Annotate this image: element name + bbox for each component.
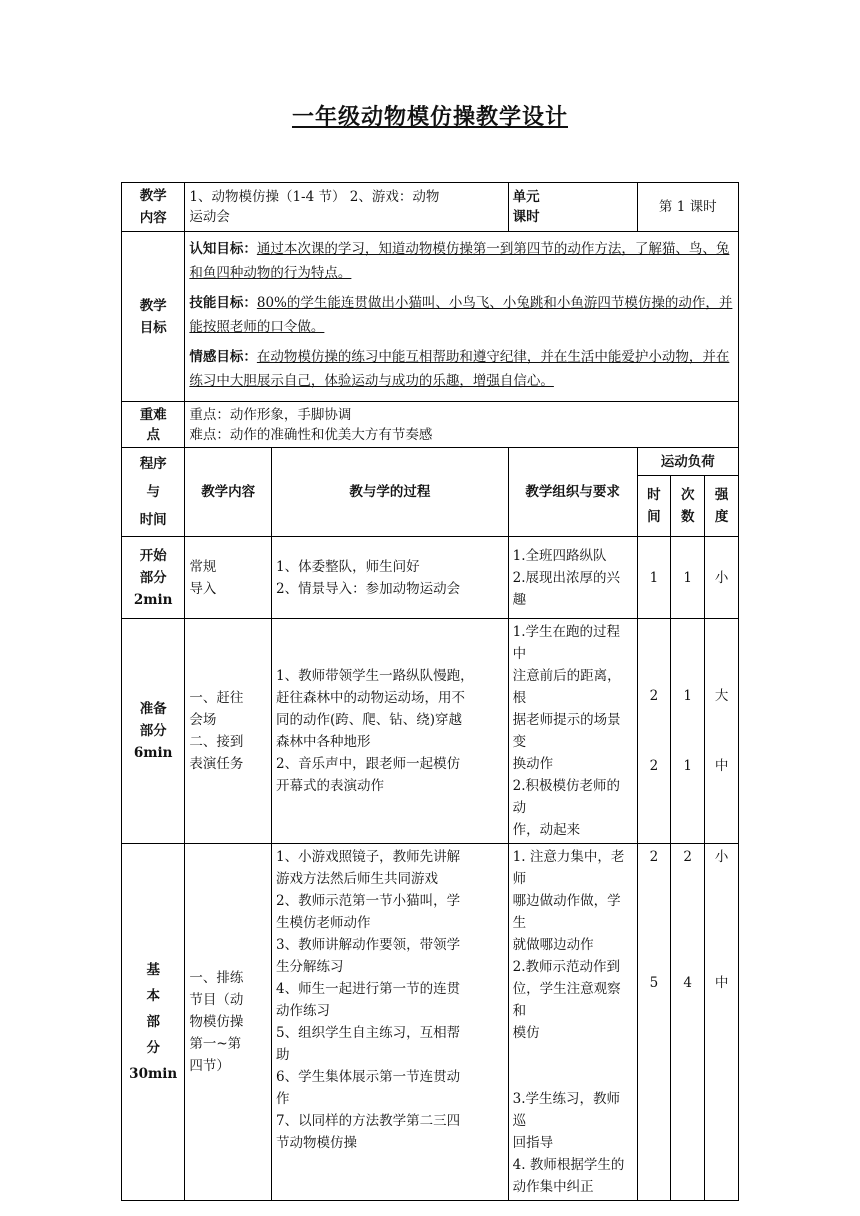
basic-section-row [122, 844, 739, 1201]
start-organization: 1.全班四路纵队 2.展现出浓厚的兴趣 [508, 537, 637, 619]
start-count: 1 [671, 537, 705, 619]
start-section-row [122, 537, 739, 619]
cognitive-goal: 认知目标：通过本次课的学习，知道动物模仿操第一到第四节的动作方法，了解猫、鸟、兔和鱼四种动物的行为特点。 [189, 241, 730, 281]
organization-header: 教学组织与要求 [508, 448, 637, 537]
process-header: 教与学的过程 [272, 448, 509, 537]
prep-time: 2 2 [637, 619, 671, 844]
time-header: 时 间 [637, 476, 671, 537]
content-label: 教学 内容 [122, 183, 185, 232]
basic-stage: 基 本 部 分 30min [122, 844, 185, 1201]
affective-goal: 情感目标：在动物模仿操的练习中能互相帮助和遵守纪律，并在生活中能爱护小动物，并在练习中大胆展示自己，体验运动与成功的乐趣，增强自信心。 [189, 349, 730, 389]
lesson-plan-table [121, 182, 739, 1201]
prep-count: 1 1 [671, 619, 705, 844]
prep-content: 一、赶往 会场 二、接到 表演任务 [185, 619, 272, 844]
load-header: 运动负荷 [637, 448, 738, 476]
basic-content: 一、排练 节目（动 物模仿操 第一~第 四节） [185, 844, 272, 1201]
content-value: 1、动物模仿操（1-4 节） 2、游戏：动物 运动会 [185, 183, 508, 232]
basic-intensity: 小 中 [705, 844, 739, 1201]
column-header-row [122, 448, 739, 476]
content-row [122, 183, 739, 232]
basic-time: 2 5 [637, 844, 671, 1201]
intensity-header: 强 度 [705, 476, 739, 537]
basic-count: 2 4 [671, 844, 705, 1201]
content-header: 教学内容 [185, 448, 272, 537]
prep-process: 1、教师带领学生一路纵队慢跑， 赶往森林中的动物运动场，用不 同的动作(跨、爬、钻、绕)穿越 森林中各种地形 2、音乐声中，跟老师一起模仿 开幕式的表演动作 [272, 619, 509, 844]
procedure-header: 程序 与 时间 [122, 448, 185, 537]
key-points-label: 重难 点 [122, 402, 185, 448]
prep-intensity: 大 中 [705, 619, 739, 844]
prep-stage: 准备 部分 6min [122, 619, 185, 844]
start-time: 1 [637, 537, 671, 619]
skill-goal: 技能目标：80%的学生能连贯做出小猫叫、小鸟飞、小兔跳和小鱼游四节模仿操的动作，并能按照老师的口令做。 [189, 295, 733, 335]
unit-label: 单元 课时 [508, 183, 637, 232]
goals-content [185, 232, 739, 402]
basic-organization: 1. 注意力集中，老师 哪边做动作做，学生 就做哪边动作 2.教师示范动作到 位，学生注意观察和 模仿 3.学生练习，教师巡 回指导 4. 教师根据学生的 动作集中纠正 [508, 844, 637, 1201]
goals-row [122, 232, 739, 402]
key-points-row [122, 402, 739, 448]
start-content: 常规 导入 [185, 537, 272, 619]
count-header: 次 数 [671, 476, 705, 537]
start-process: 1、体委整队，师生问好 2、情景导入：参加动物运动会 [272, 537, 509, 619]
start-stage: 开始 部分 2min [122, 537, 185, 619]
basic-process: 1、小游戏照镜子，教师先讲解 游戏方法然后师生共同游戏 2、教师示范第一节小猫叫，学 生模仿老师动作 3、教师讲解动作要领，带领学 生分解练习 4、师生一起进行第一节的连贯 动作练习 5、组织学生自主练习，互相帮 助 6、学生集体展示第一节连贯动 作 7、以同样的方法教学第二三四 节动物模仿操 [272, 844, 509, 1201]
document-title: 一年级动物模仿操教学设计 [291, 104, 568, 130]
key-points-content: 重点：动作形象，手脚协调 难点：动作的准确性和优美大方有节奏感 [185, 402, 739, 448]
unit-value: 第 1 课时 [637, 183, 738, 232]
prep-organization: 1.学生在跑的过程中 注意前后的距离，根 据老师提示的场景变 换动作 2.积极模仿老师的动 作，动起来 [508, 619, 637, 844]
prep-section-row [122, 619, 739, 844]
start-intensity: 小 [705, 537, 739, 619]
goals-label: 教学 目标 [122, 232, 185, 402]
